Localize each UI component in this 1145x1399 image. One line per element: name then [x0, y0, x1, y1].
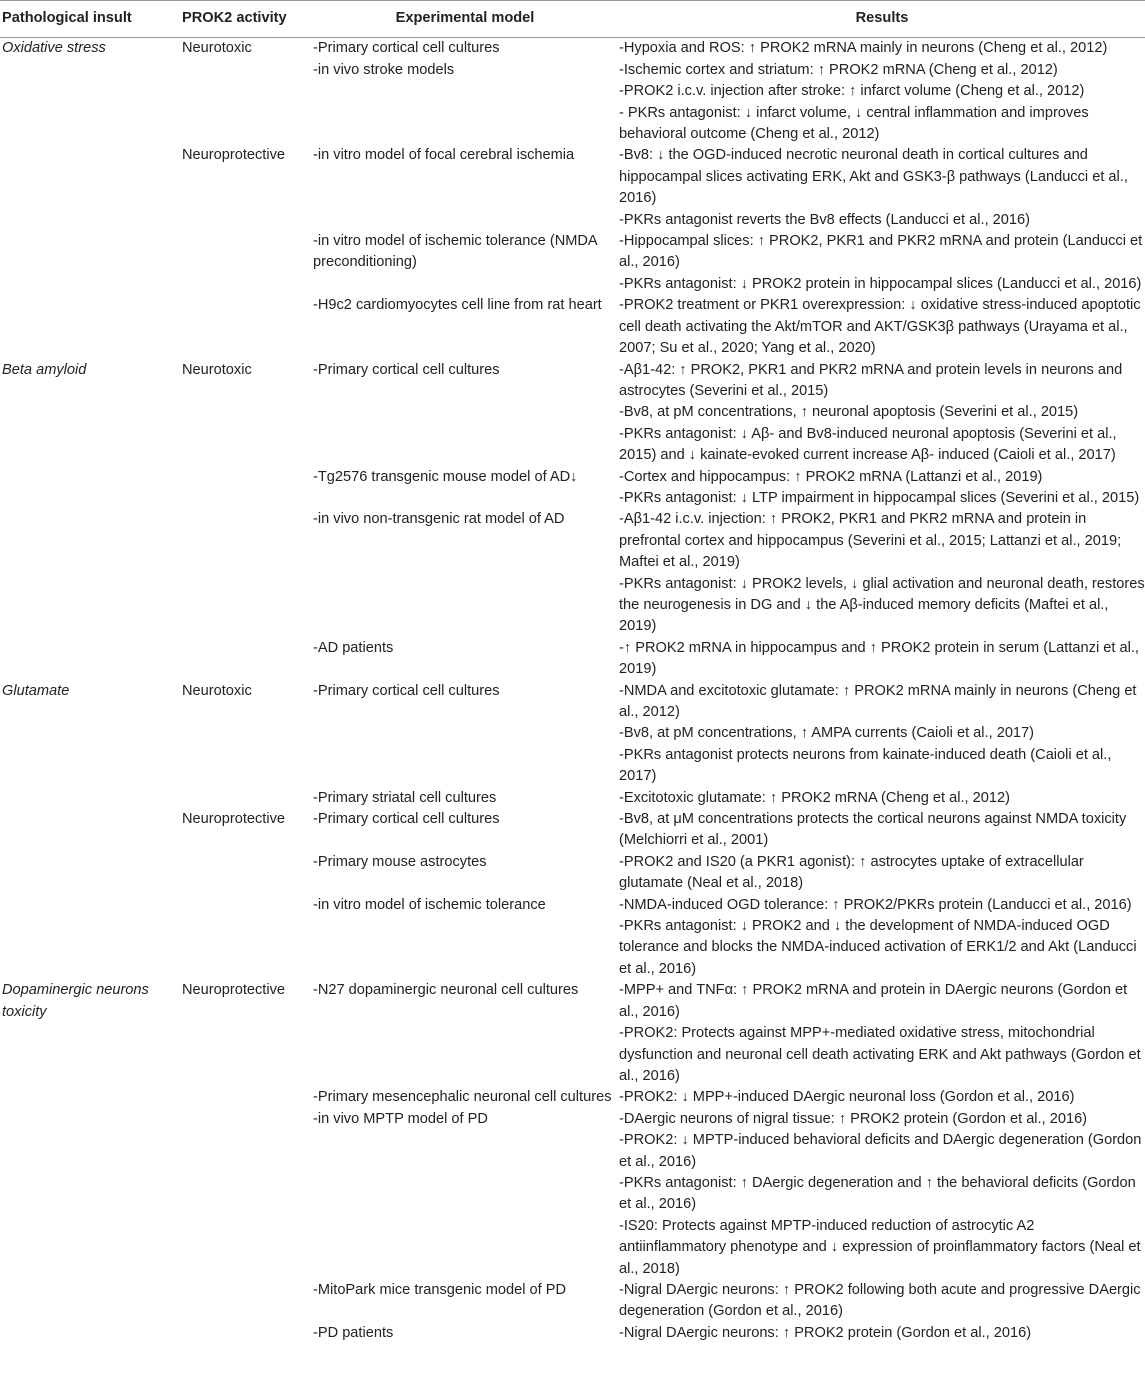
- cell-pathological-insult: Oxidative stress: [2, 40, 106, 57]
- cell-results: [617, 681, 1145, 788]
- result-line: -NMDA and excitotoxic glutamate: ↑ PROK2 mRNA mainly in neurons (Cheng et al., 2012): [619, 682, 1137, 720]
- model-line: -MitoPark mice transgenic model of PD: [313, 1281, 567, 1298]
- cell-pathological-insult: [0, 852, 180, 895]
- cell-results: [617, 360, 1145, 467]
- model-line: -in vivo non-transgenic rat model of AD: [313, 511, 565, 528]
- model-line: -in vivo stroke models: [313, 61, 455, 78]
- cell-prok2-activity: Neuroprotective: [182, 982, 286, 999]
- result-line: -Ischemic cortex and striatum: ↑ PROK2 mRNA (Cheng et al., 2012): [619, 61, 1058, 78]
- cell-pathological-insult: [0, 1087, 180, 1108]
- cell-pathological-insult: [0, 1280, 180, 1323]
- cell-results: [617, 895, 1145, 981]
- cell-results: [617, 145, 1145, 231]
- cell-results: [617, 1087, 1145, 1108]
- cell-experimental-model: [311, 38, 617, 146]
- table-row: [0, 145, 1145, 231]
- cell-results: [617, 509, 1145, 637]
- cell-pathological-insult: [0, 638, 180, 681]
- cell-results: [617, 295, 1145, 359]
- cell-results: [617, 809, 1145, 852]
- table-row: [0, 295, 1145, 359]
- cell-pathological-insult: [0, 509, 180, 637]
- result-line: -Bv8, at pM concentrations, ↑ neuronal apoptosis (Severini et al., 2015): [619, 404, 1079, 421]
- cell-experimental-model: [311, 145, 617, 231]
- table-row: [0, 809, 1145, 852]
- cell-pathological-insult: [0, 895, 180, 981]
- table-row: [0, 1087, 1145, 1108]
- result-line: -Bv8, at pM concentrations, ↑ AMPA currents (Caioli et al., 2017): [619, 725, 1035, 742]
- cell-pathological-insult: Dopaminergic neurons toxicity: [2, 982, 149, 1020]
- table-row: [0, 788, 1145, 809]
- result-line: -PROK2: ↓ MPP+-induced DAergic neuronal loss (Gordon et al., 2016): [619, 1089, 1075, 1106]
- cell-pathological-insult: [0, 145, 180, 231]
- header-experimental-model: Experimental model: [311, 1, 617, 38]
- result-line: -PKRs antagonist: ↓ Aβ- and Bv8-induced neuronal apoptosis (Severini et al., 2015) and ↓ kainate-evoked current increase Aβ- induced (Caioli et al., 2017): [619, 425, 1117, 464]
- header-pathological-insult: Pathological insult: [0, 1, 180, 38]
- cell-experimental-model: [311, 1323, 617, 1344]
- cell-prok2-activity: [180, 1109, 311, 1280]
- table-row: [0, 1109, 1145, 1280]
- cell-prok2-activity: [180, 1087, 311, 1108]
- cell-pathological-insult: Beta amyloid: [2, 361, 87, 378]
- cell-prok2-activity: [180, 1323, 311, 1344]
- result-line: -Excitotoxic glutamate: ↑ PROK2 mRNA (Cheng et al., 2012): [619, 789, 1010, 806]
- result-line: -PROK2: ↓ MPTP-induced behavioral deficits and DAergic degeneration (Gordon et al., 2016): [619, 1132, 1142, 1170]
- table-row: [0, 1323, 1145, 1344]
- result-line: -PKRs antagonist: ↓ PROK2 and ↓ the development of NMDA-induced OGD tolerance and blocks the NMDA-induced activation of ERK1/2 and Akt (Landucci et al., 2016): [619, 918, 1137, 977]
- result-line: -PROK2 i.c.v. injection after stroke: ↑ infarct volume (Cheng et al., 2012): [619, 83, 1085, 100]
- result-line: -PKRs antagonist: ↑ DAergic degeneration and ↑ the behavioral deficits (Gordon et al., 2016): [619, 1174, 1136, 1213]
- cell-results: [617, 852, 1145, 895]
- cell-prok2-activity: [180, 895, 311, 981]
- cell-results: [617, 467, 1145, 510]
- cell-prok2-activity: [180, 852, 311, 895]
- cell-experimental-model: [311, 895, 617, 981]
- cell-prok2-activity: [180, 638, 311, 681]
- cell-pathological-insult: Glutamate: [2, 682, 70, 699]
- cell-results: [617, 788, 1145, 809]
- result-line: -PKRs antagonist protects neurons from kainate-induced death (Caioli et al., 2017): [619, 746, 1112, 785]
- model-line: -Tg2576 transgenic mouse model of AD↓: [313, 468, 578, 485]
- table-row: [0, 638, 1145, 681]
- model-line: -Primary mouse astrocytes: [313, 853, 487, 870]
- table-row: [0, 681, 1145, 788]
- result-line: -DAergic neurons of nigral tissue: ↑ PROK2 protein (Gordon et al., 2016): [619, 1110, 1088, 1127]
- cell-prok2-activity: [180, 231, 311, 295]
- result-line: -PROK2: Protects against MPP+-mediated oxidative stress, mitochondrial dysfunction and neuronal cell death activating ERK and Akt pathways (Gordon et al., 2016): [619, 1025, 1141, 1084]
- cell-experimental-model: [311, 809, 617, 852]
- model-line: -in vivo MPTP model of PD: [313, 1110, 488, 1127]
- table-row: [0, 895, 1145, 981]
- result-line: - PKRs antagonist: ↓ infarct volume, ↓ central inflammation and improves behavioral outcome (Cheng et al., 2012): [619, 104, 1089, 143]
- cell-prok2-activity: [180, 467, 311, 510]
- model-line: -Primary cortical cell cultures: [313, 40, 500, 57]
- result-line: -PKRs antagonist reverts the Bv8 effects (Landucci et al., 2016): [619, 211, 1031, 228]
- table-row: [0, 38, 1145, 146]
- model-line: -H9c2 cardiomyocytes cell line from rat heart: [313, 297, 602, 314]
- cell-prok2-activity: Neurotoxic: [182, 682, 252, 699]
- table-row: [0, 1280, 1145, 1323]
- table-row: [0, 231, 1145, 295]
- cell-pathological-insult: [0, 1109, 180, 1280]
- header-prok2-activity: PROK2 activity: [180, 1, 311, 38]
- result-line: -IS20: Protects against MPTP-induced reduction of astrocytic A2 antiinflammatory phenotype and ↓ expression of proinflammatory factors (Neal et al., 2018): [619, 1217, 1141, 1277]
- result-line: -PKRs antagonist: ↓ PROK2 protein in hippocampal slices (Landucci et al., 2016): [619, 275, 1142, 292]
- cell-experimental-model: [311, 681, 617, 788]
- cell-experimental-model: [311, 1087, 617, 1108]
- cell-pathological-insult: [0, 809, 180, 852]
- cell-results: [617, 638, 1145, 681]
- cell-experimental-model: [311, 360, 617, 467]
- cell-results: [617, 38, 1145, 146]
- cell-pathological-insult: [0, 231, 180, 295]
- result-line: -Cortex and hippocampus: ↑ PROK2 mRNA (Lattanzi et al., 2019): [619, 468, 1043, 485]
- table-body: [0, 38, 1145, 1344]
- cell-prok2-activity: Neuroprotective: [182, 147, 286, 164]
- cell-prok2-activity: Neurotoxic: [182, 361, 252, 378]
- cell-experimental-model: [311, 852, 617, 895]
- cell-experimental-model: [311, 638, 617, 681]
- result-line: -Aβ1-42 i.c.v. injection: ↑ PROK2, PKR1 and PKR2 mRNA and protein in prefrontal cortex and hippocampus (Severini et al., 2015; Lattanzi et al., 2019; Maftei et al., 2019): [619, 511, 1122, 571]
- header-row: [0, 1, 1145, 38]
- result-line: -PROK2 treatment or PKR1 overexpression: ↓ oxidative stress-induced apoptotic cell death activating the Akt/mTOR and AKT/GSK3β pathways (Urayama et al., 2007; Su et al., 2020; Yang et al., 2020): [619, 297, 1141, 357]
- cell-experimental-model: [311, 509, 617, 637]
- result-line: -↑ PROK2 mRNA in hippocampus and ↑ PROK2 protein in serum (Lattanzi et al., 2019): [619, 639, 1139, 678]
- cell-pathological-insult: [0, 467, 180, 510]
- result-line: -PKRs antagonist: ↓ LTP impairment in hippocampal slices (Severini et al., 2015): [619, 489, 1140, 506]
- cell-experimental-model: [311, 295, 617, 359]
- cell-results: [617, 1280, 1145, 1323]
- cell-prok2-activity: [180, 1280, 311, 1323]
- table-row: [0, 360, 1145, 467]
- cell-experimental-model: [311, 980, 617, 1087]
- model-line: -PD patients: [313, 1324, 394, 1341]
- cell-prok2-activity: Neuroprotective: [182, 811, 286, 828]
- cell-results: [617, 980, 1145, 1087]
- model-line: -Primary striatal cell cultures: [313, 789, 497, 806]
- table-row: [0, 509, 1145, 637]
- cell-experimental-model: [311, 467, 617, 510]
- result-line: -PROK2 and IS20 (a PKR1 agonist): ↑ astrocytes uptake of extracellular glutamate (Neal et al., 2018): [619, 853, 1084, 892]
- cell-experimental-model: [311, 1280, 617, 1323]
- table-row: [0, 980, 1145, 1087]
- result-line: -Hypoxia and ROS: ↑ PROK2 mRNA mainly in neurons (Cheng et al., 2012): [619, 40, 1108, 57]
- model-line: -in vitro model of ischemic tolerance: [313, 896, 546, 913]
- cell-pathological-insult: [0, 295, 180, 359]
- result-line: -PKRs antagonist: ↓ PROK2 levels, ↓ glial activation and neuronal death, restores the neurogenesis in DG and ↓ the Aβ-induced memory deficits (Maftei et al., 2019): [619, 575, 1145, 635]
- model-line: -in vitro model of focal cerebral ischemia: [313, 147, 575, 164]
- cell-results: [617, 1109, 1145, 1280]
- model-line: -Primary cortical cell cultures: [313, 361, 500, 378]
- cell-results: [617, 231, 1145, 295]
- cell-pathological-insult: [0, 788, 180, 809]
- header-results: Results: [617, 1, 1145, 38]
- result-line: -Bv8, at μM concentrations protects the cortical neurons against NMDA toxicity (Melchiorri et al., 2001): [619, 811, 1127, 849]
- result-line: -Nigral DAergic neurons: ↑ PROK2 protein (Gordon et al., 2016): [619, 1324, 1032, 1341]
- model-line: -in vitro model of ischemic tolerance (NMDA preconditioning): [313, 233, 597, 271]
- cell-results: [617, 1323, 1145, 1344]
- cell-prok2-activity: [180, 509, 311, 637]
- cell-experimental-model: [311, 1109, 617, 1280]
- result-line: -Nigral DAergic neurons: ↑ PROK2 following both acute and progressive DAergic degeneration (Gordon et al., 2016): [619, 1281, 1141, 1320]
- result-line: -Hippocampal slices: ↑ PROK2, PKR1 and PKR2 mRNA and protein (Landucci et al., 2016): [619, 233, 1143, 271]
- result-line: -Bv8: ↓ the OGD-induced necrotic neuronal death in cortical cultures and hippocampal slices activating ERK, Akt and GSK3-β pathways (Landucci et al., 2016): [619, 147, 1128, 207]
- cell-prok2-activity: Neurotoxic: [182, 40, 252, 57]
- cell-experimental-model: [311, 788, 617, 809]
- model-line: -Primary mesencephalic neuronal cell cultures: [313, 1089, 612, 1106]
- cell-prok2-activity: [180, 295, 311, 359]
- table-row: [0, 852, 1145, 895]
- model-line: -AD patients: [313, 639, 394, 656]
- result-line: -NMDA-induced OGD tolerance: ↑ PROK2/PKRs protein (Landucci et al., 2016): [619, 896, 1132, 913]
- cell-pathological-insult: [0, 1323, 180, 1344]
- model-line: -Primary cortical cell cultures: [313, 682, 500, 699]
- table-row: [0, 467, 1145, 510]
- result-line: -Aβ1-42: ↑ PROK2, PKR1 and PKR2 mRNA and protein levels in neurons and astrocytes (Severini et al., 2015): [619, 361, 1123, 399]
- cell-prok2-activity: [180, 788, 311, 809]
- model-line: -N27 dopaminergic neuronal cell cultures: [313, 982, 579, 999]
- result-line: -MPP+ and TNFα: ↑ PROK2 mRNA and protein in DAergic neurons (Gordon et al., 2016): [619, 982, 1128, 1020]
- model-line: -Primary cortical cell cultures: [313, 811, 500, 828]
- cell-experimental-model: [311, 231, 617, 295]
